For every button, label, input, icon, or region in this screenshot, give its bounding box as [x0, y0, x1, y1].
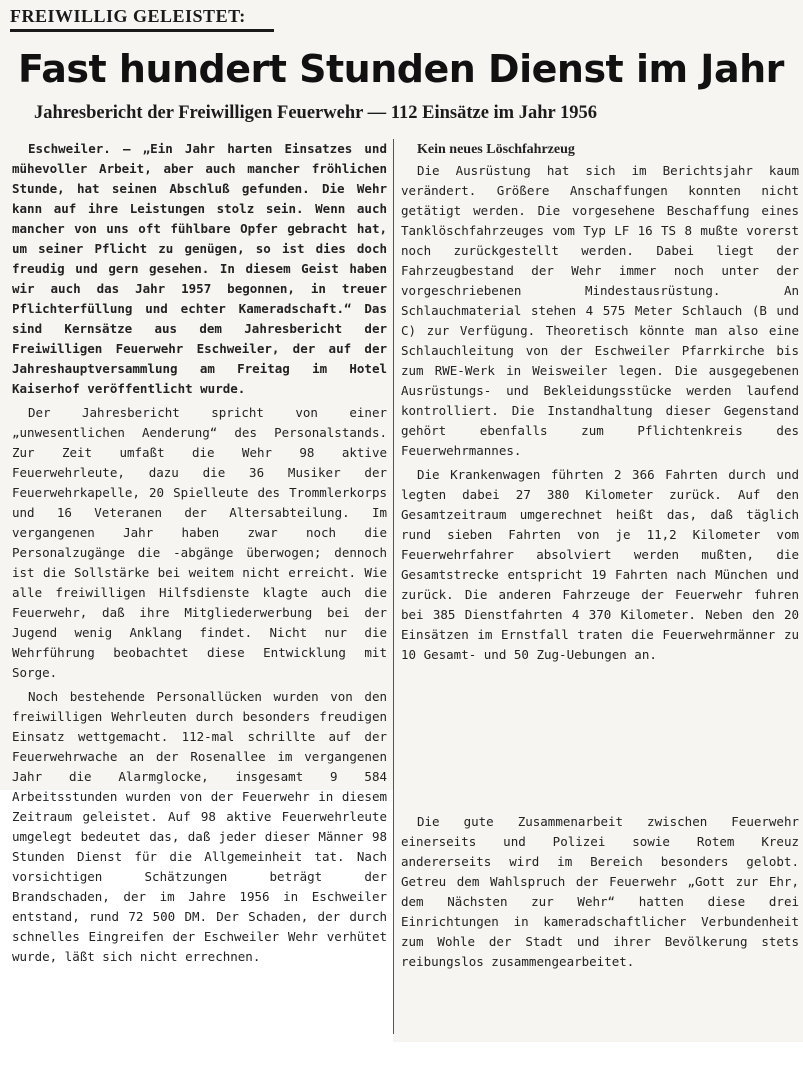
headline: Fast hundert Stunden Dienst im Jahr	[18, 47, 784, 91]
lead-paragraph: Eschweiler. — „Ein Jahr harten Einsatzes und mühevoller Arbeit, aber auch mancher fröhlichen Stunde, hat seinen Abschluß gefunden. Die Wehr kann auf ihre Leistungen stolz sein. Wenn auch mancher von uns oft fühlbare Opfer gebracht hat, um seiner Pflicht zu genügen, so ist dies doch freudig und gern gesehen. In diesem Geist haben wir auch das Jahr 1957 begonnen, in treuer Pflichterfüllung und echter Kameradschaft.“ Das sind Kernsätze aus dem Jahresbericht der Freiwilligen Feuerwehr Eschweiler, der auf der Jahreshauptversammlung am Freitag im Hotel Kaiserhof veröffentlicht wurde.	[12, 141, 387, 396]
body-paragraph: Die gute Zusammenarbeit zwischen Feuerwehr einerseits und Polizei sowie Rotem Kreuz andererseits wird im Bereich besonders gelobt. Getreu dem Wahlspruch der Feuerwehr „Gott zur Ehr, dem Nächsten zur Wehr“ hatten diese drei Einrichtungen in kameradschaftlicher Verbundenheit zum Wohle der Stadt und ihrer Bevölkerung stets reibungslos zusammengearbeitet.	[401, 814, 799, 969]
body-paragraph: Die Ausrüstung hat sich im Berichtsjahr kaum verändert. Größere Anschaffungen konnten nicht getätigt werden. Die vorgesehene Beschaffung eines Tanklöschfahrzeuges vom Typ LF 16 TS 8 mußte vorerst noch zurückgestellt werden. Dabei liegt der Fahrzeugbestand der Wehr immer noch unter der vorgeschriebenen Mindestausrüstung. An Schlauchmaterial stehen 4 575 Meter Schlauch (B und C) zur Verfügung. Theoretisch könnte man also eine Schlauchleitung von der Eschweiler Pfarrkirche bis zum RWE-Werk in Weisweiler legen. Die ausgegebenen Ausrüstungs- und Bekleidungsstücke werden laufend kontrolliert. Die Instandhaltung dieser Gegenstand gehört ebenfalls zum Pflichtenkreis des Feuerwehrmannes.	[401, 163, 799, 458]
section-subtitle: Kein neues Löschfahrzeug	[417, 142, 575, 157]
body-paragraph: Der Jahresbericht spricht von einer „unwesentlichen Aenderung“ des Personalstands. Zur Zeit umfaßt die Wehr 98 aktive Feuerwehrleute, dazu die 36 Musiker der Feuerwehrkapelle, 20 Spielleute des Trommlerkorps und 16 Veteranen der Altersabteilung. Im vergangenen Jahr haben zwar noch die Personalzugänge die -abgänge überwogen; dennoch ist die Sollstärke bei weitem nicht erreicht. Wie alle freiwilligen Hilfsdienste klagte auch die Feuerwehr, daß ihre Mitgliederwerbung bei der Jugend wenig Anklang findet. Nicht nur die Wehrführung beobachtet diese Entwicklung mit Sorge.	[12, 405, 387, 680]
body-paragraph: Noch bestehende Personallücken wurden von den freiwilligen Wehrleuten durch besonders freudigen Einsatz wettgemacht. 112-mal schrillte auf der Feuerwehrwache an der Rosenallee im vergangenen Jahr die Alarmglocke, insgesamt 9 584 Arbeitsstunden wurden von der Feuerwehr in diesem Zeitraum geleistet. Auf 98 aktive Feuerwehrleute umgelegt bedeutet das, daß jeder dieser Männer 98 Stunden Dienst für die Allgemeinheit tat. Nach vorsichtigen Schätzungen beträgt der Brandschaden, der im Jahre 1956 in Eschweiler entstand, rund 72 500 DM. Der Schaden, der durch schnelles Eingreifen der Eschweiler Wehr verhütet wurde, läßt sich nicht errechnen.	[12, 689, 387, 964]
column-left	[12, 139, 387, 967]
kicker-underline	[10, 29, 274, 32]
body-paragraph: Die Krankenwagen führten 2 366 Fahrten durch und legten dabei 27 380 Kilometer zurück. Auf den Gesamtzeitraum umgerechnet heißt das, daß täglich rund sieben Fahrten von je 11,2 Kilometer vom Feuerwehrfahrer absolviert werden mußten, die Gesamtstrecke entspricht 19 Fahrten nach München und zurück. Die anderen Fahrzeuge der Feuerwehr fuhren bei 385 Dienstfahrten 4 370 Kilometer. Neben den 20 Einsätzen im Ernstfall traten die Feuerwehrmänner zu 10 Gesamt- und 50 Zug-Uebungen an.	[401, 467, 799, 662]
kicker: FREIWILLIG GELEISTET:	[10, 6, 246, 26]
column-right-tail	[401, 812, 799, 972]
column-right	[401, 139, 799, 665]
subheadline: Jahresbericht der Freiwilligen Feuerwehr — 112 Einsätze im Jahr 1956	[34, 103, 597, 123]
column-divider	[393, 139, 394, 1034]
